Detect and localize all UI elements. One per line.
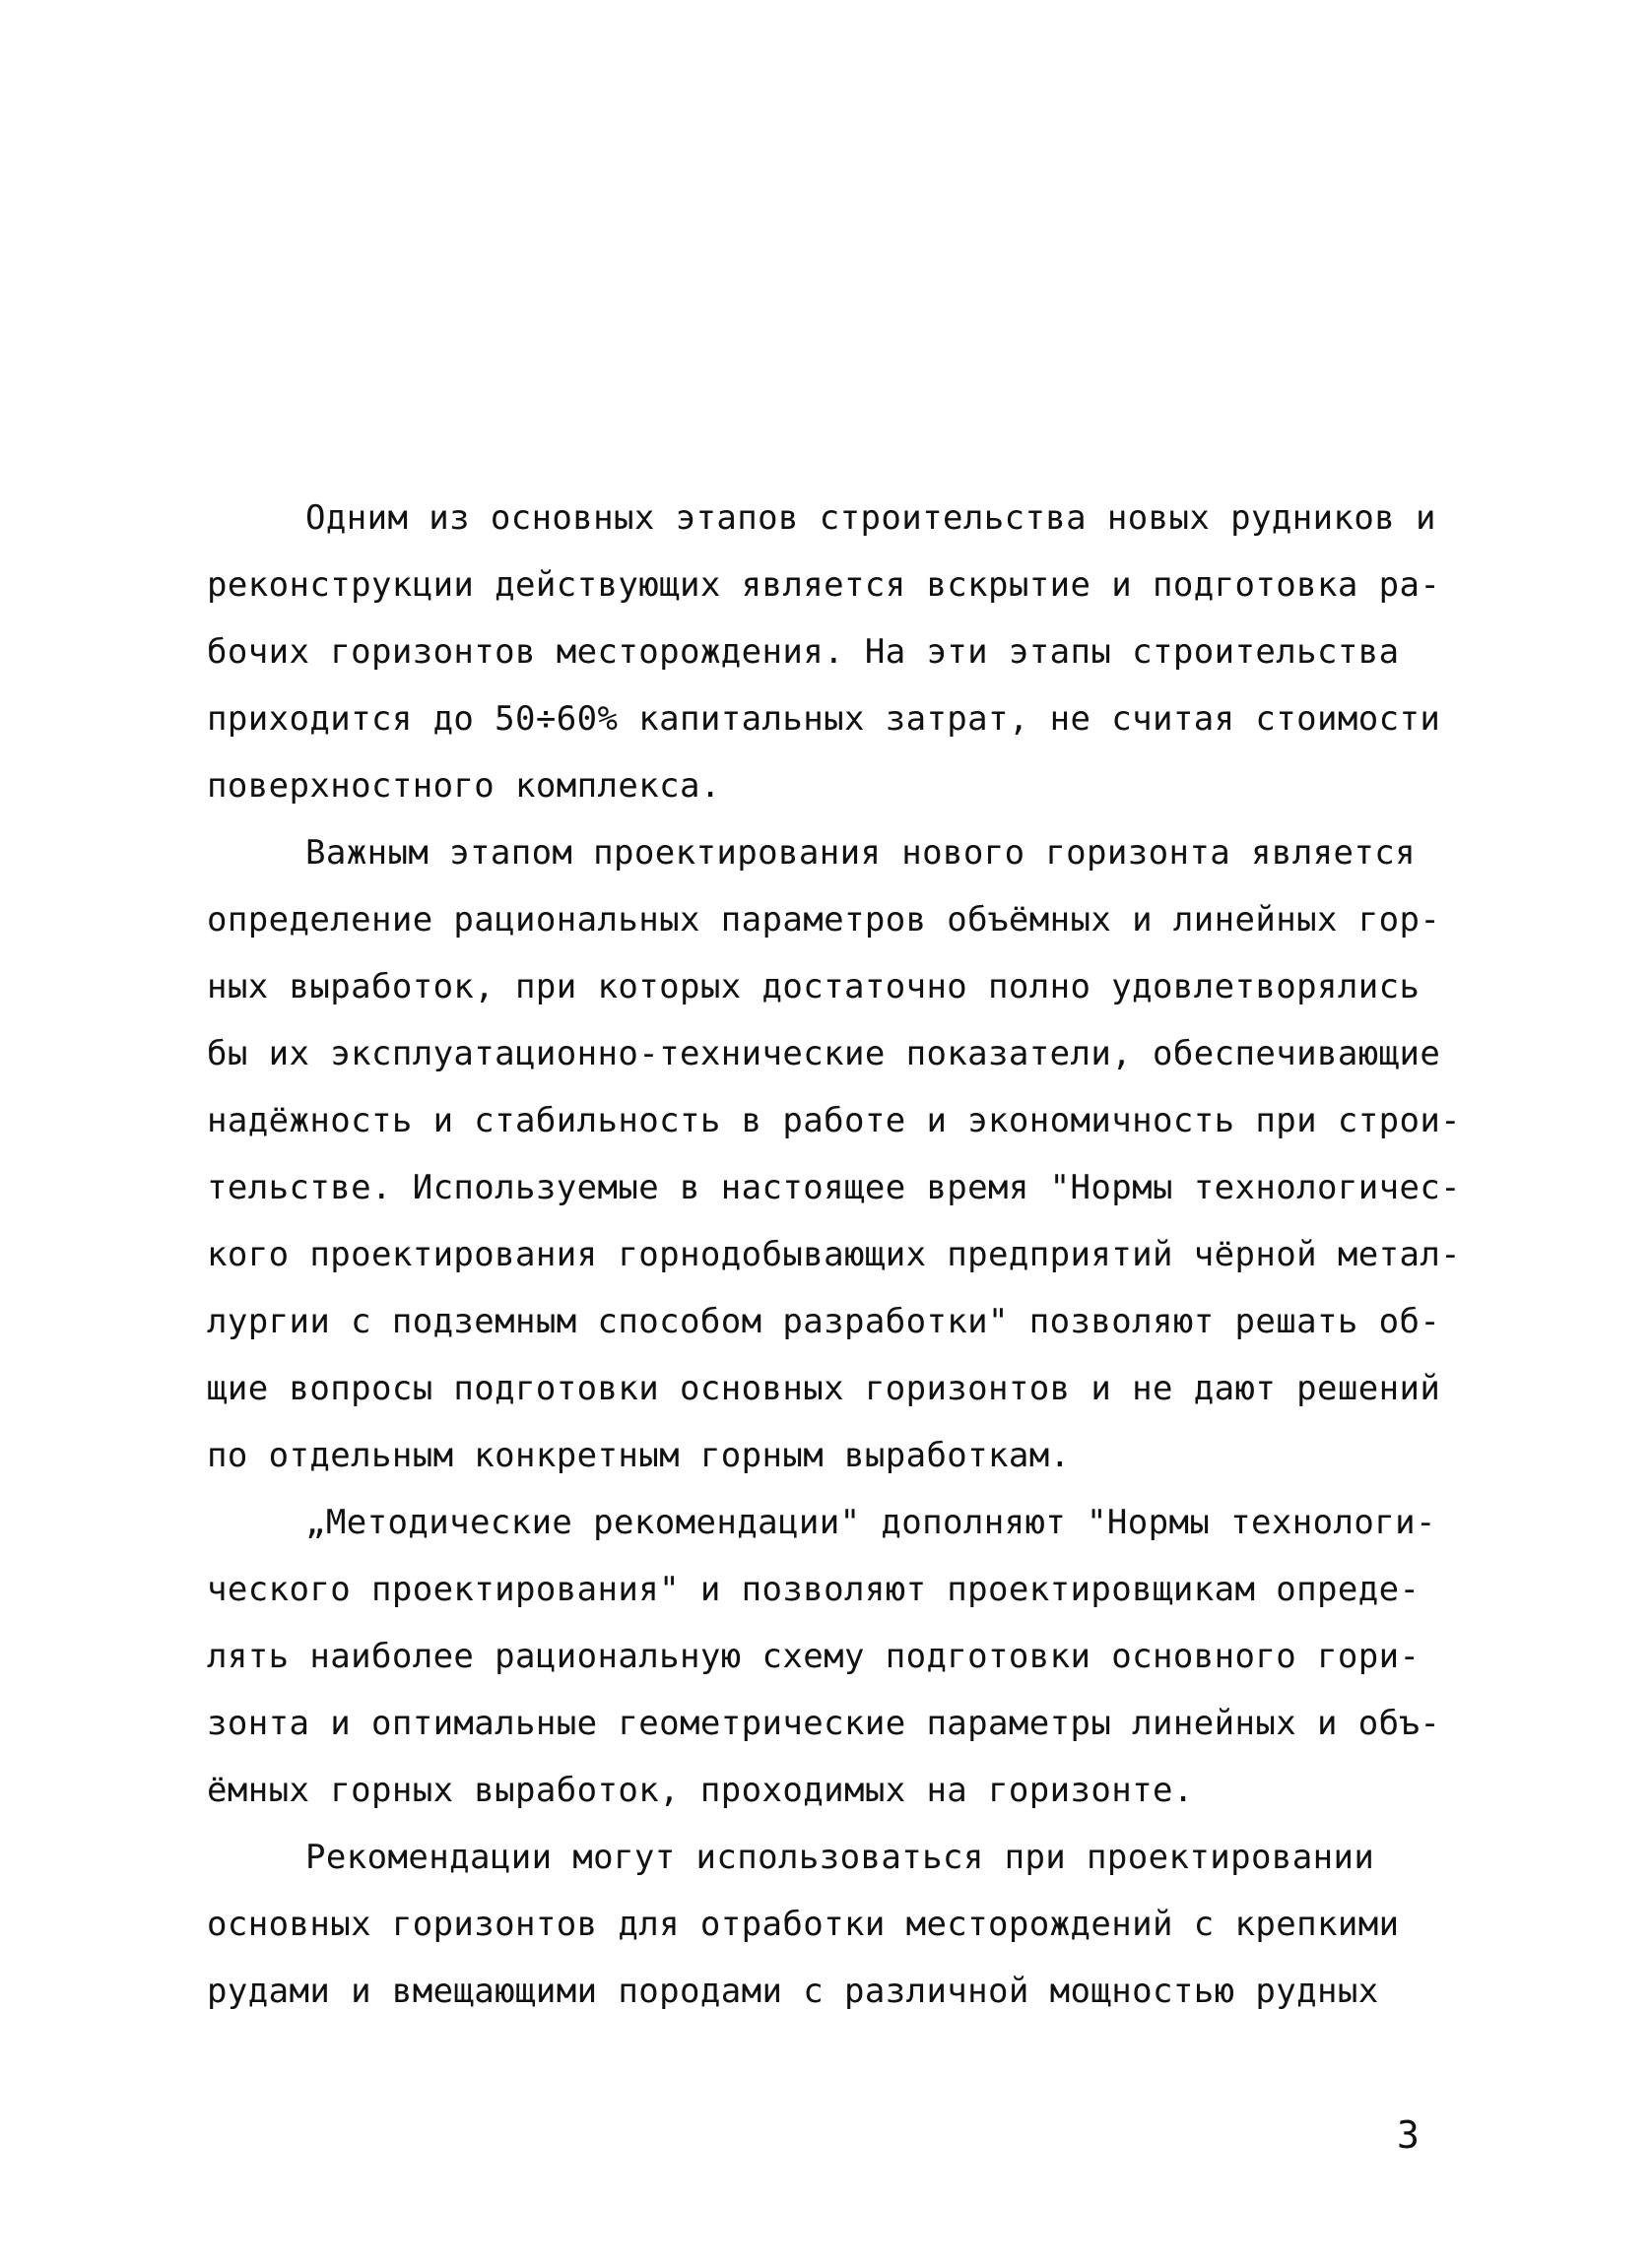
text-line: надёжность и стабильность в работе и экономичность при строи- (207, 1101, 1462, 1140)
text-line: реконструкции действующих является вскрытие и подготовка ра- (207, 565, 1441, 605)
paragraph-2 (207, 819, 1487, 1489)
text-line: Рекомендации могут использоваться при проектировании (305, 1838, 1375, 1877)
text-line: щие вопросы подготовки основных горизонтов и не дают решений (207, 1369, 1441, 1408)
text-line: Важным этапом проектирования нового горизонта является (305, 833, 1416, 873)
paragraph-1 (207, 485, 1487, 819)
text-line: бы их эксплуатационно-технические показатели, обеспечивающие (207, 1034, 1441, 1073)
text-line: рудами и вмещающими породами с различной мощностью рудных (207, 1972, 1379, 2011)
page-number: 3 (1397, 2113, 1420, 2157)
text-line: зонта и оптимальные геометрические параметры линейных и объ- (207, 1704, 1441, 1743)
text-line: кого проектирования горнодобывающих предприятий чёрной метал- (207, 1235, 1462, 1274)
text-line: ёмных горных выработок, проходимых на горизонте. (207, 1771, 1194, 1810)
text-line: лять наиболее рациональную схему подготовки основного гори- (207, 1637, 1421, 1676)
text-line: бочих горизонтов месторождения. На эти этапы строительства (207, 632, 1400, 672)
text-line: по отдельным конкретным горным выработкам. (207, 1436, 1071, 1475)
text-line: основных горизонтов для отработки месторождений с крепкими (207, 1905, 1400, 1944)
text-line: ческого проектирования" и позволяют проектировщикам опреде- (207, 1570, 1421, 1609)
text-line: тельстве. Используемые в настоящее время "Нормы технологичес- (207, 1168, 1462, 1207)
body-text (207, 485, 1487, 2025)
paragraph-3 (207, 1489, 1487, 1824)
text-line: приходится до 50÷60% капитальных затрат, не считая стоимости (207, 699, 1441, 739)
text-line: определение рациональных параметров объёмных и линейных гор- (207, 900, 1441, 940)
text-line: лургии с подземным способом разработки" позволяют решать об- (207, 1302, 1441, 1341)
text-line: Одним из основных этапов строительства новых рудников и (305, 498, 1436, 538)
paragraph-4 (207, 1824, 1487, 2025)
text-line: „Методические рекомендации" дополняют "Нормы технологи- (305, 1503, 1436, 1542)
text-line: ных выработок, при которых достаточно полно удовлетворялись (207, 967, 1421, 1006)
text-line: поверхностного комплекса. (207, 766, 721, 806)
